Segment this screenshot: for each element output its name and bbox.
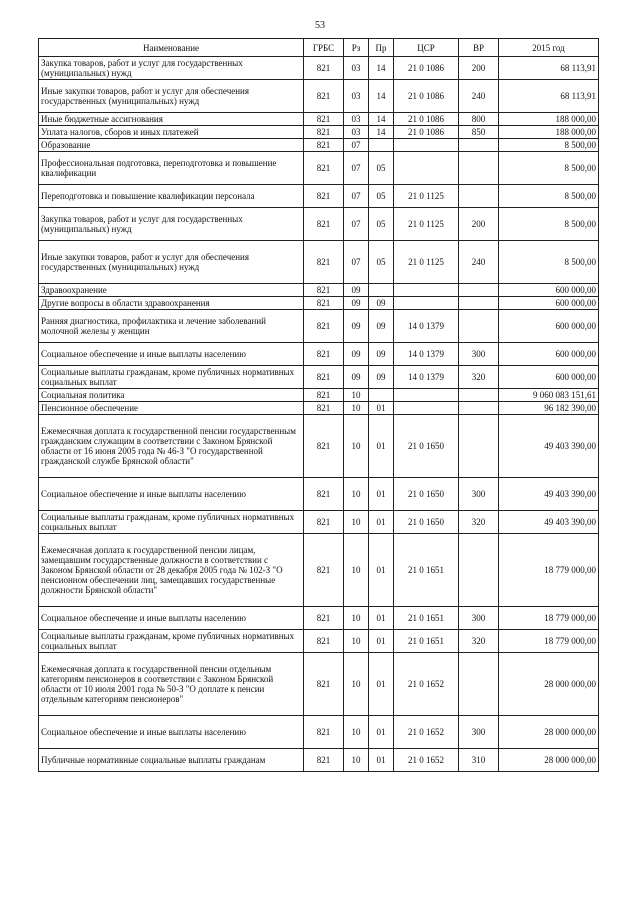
row-amount: 49 403 390,00 [499, 511, 599, 534]
row-csr [394, 152, 459, 185]
row-grbs: 821 [304, 415, 344, 478]
row-grbs: 821 [304, 310, 344, 343]
row-amount: 8 500,00 [499, 208, 599, 241]
header-name: Наименование [39, 39, 304, 57]
row-name: Уплата налогов, сборов и иных платежей [39, 126, 304, 139]
row-name: Ежемесячная доплата к государственной пенсии лицам, замещавшим государственные должности в соответствии с Законом Брянской области от 28 декабря 2005 года № 102-З "О пенсионном обеспечении лиц, замещавших государственные должности Брянской области" [39, 534, 304, 607]
table-row [39, 208, 599, 241]
row-grbs: 821 [304, 653, 344, 716]
row-pr [369, 284, 394, 297]
row-vr: 320 [459, 630, 499, 653]
table-row [39, 80, 599, 113]
row-amount: 49 403 390,00 [499, 478, 599, 511]
row-amount: 28 000 000,00 [499, 653, 599, 716]
row-vr: 320 [459, 511, 499, 534]
row-grbs: 821 [304, 185, 344, 208]
row-pr: 05 [369, 241, 394, 284]
row-name: Социальные выплаты гражданам, кроме публичных нормативных социальных выплат [39, 366, 304, 389]
row-pr: 05 [369, 152, 394, 185]
row-rz: 09 [344, 310, 369, 343]
row-vr: 320 [459, 366, 499, 389]
row-csr: 14 0 1379 [394, 343, 459, 366]
table-header-row [39, 39, 599, 57]
row-rz: 03 [344, 113, 369, 126]
row-csr [394, 297, 459, 310]
row-name: Социальное обеспечение и иные выплаты населению [39, 478, 304, 511]
row-pr: 14 [369, 57, 394, 80]
header-grbs: ГРБС [304, 39, 344, 57]
row-grbs: 821 [304, 607, 344, 630]
table-row [39, 607, 599, 630]
row-rz: 10 [344, 534, 369, 607]
row-amount: 600 000,00 [499, 297, 599, 310]
row-name: Пенсионное обеспечение [39, 402, 304, 415]
header-rz: Рз [344, 39, 369, 57]
row-name: Социальные выплаты гражданам, кроме публичных нормативных социальных выплат [39, 511, 304, 534]
row-pr: 14 [369, 113, 394, 126]
row-name: Публичные нормативные социальные выплаты гражданам [39, 749, 304, 772]
row-vr: 300 [459, 478, 499, 511]
row-rz: 07 [344, 139, 369, 152]
row-rz: 09 [344, 343, 369, 366]
row-pr: 01 [369, 402, 394, 415]
row-csr: 21 0 1125 [394, 185, 459, 208]
row-csr: 21 0 1086 [394, 80, 459, 113]
row-rz: 07 [344, 185, 369, 208]
row-pr: 01 [369, 511, 394, 534]
page-number: 53 [315, 20, 325, 31]
row-name: Социальное обеспечение и иные выплаты населению [39, 716, 304, 749]
header-pr: Пр [369, 39, 394, 57]
row-pr: 14 [369, 126, 394, 139]
row-rz: 10 [344, 607, 369, 630]
row-grbs: 821 [304, 208, 344, 241]
row-grbs: 821 [304, 366, 344, 389]
row-vr: 240 [459, 241, 499, 284]
row-amount: 8 500,00 [499, 185, 599, 208]
table-row [39, 139, 599, 152]
row-grbs: 821 [304, 749, 344, 772]
row-amount: 18 779 000,00 [499, 607, 599, 630]
row-csr: 21 0 1650 [394, 478, 459, 511]
row-amount: 188 000,00 [499, 126, 599, 139]
row-rz: 09 [344, 297, 369, 310]
row-grbs: 821 [304, 716, 344, 749]
row-grbs: 821 [304, 402, 344, 415]
row-csr: 21 0 1652 [394, 653, 459, 716]
row-grbs: 821 [304, 57, 344, 80]
row-csr: 21 0 1125 [394, 241, 459, 284]
row-csr: 14 0 1379 [394, 366, 459, 389]
table-row [39, 534, 599, 607]
row-grbs: 821 [304, 478, 344, 511]
row-name: Ежемесячная доплата к государственной пенсии государственным гражданским служащим в соответствии с Законом Брянской области от 16 июня 2005 года № 46-З "О государственной гражданской службе Брянской области" [39, 415, 304, 478]
table-row [39, 57, 599, 80]
row-name: Профессиональная подготовка, переподготовка и повышение квалификации [39, 152, 304, 185]
table-row [39, 749, 599, 772]
row-grbs: 821 [304, 126, 344, 139]
row-vr [459, 297, 499, 310]
row-csr [394, 139, 459, 152]
row-rz: 10 [344, 653, 369, 716]
row-csr: 21 0 1652 [394, 749, 459, 772]
row-vr [459, 402, 499, 415]
row-csr: 21 0 1651 [394, 630, 459, 653]
table-row [39, 297, 599, 310]
row-name: Иные закупки товаров, работ и услуг для обеспечения государственных (муниципальных) нужд [39, 80, 304, 113]
row-name: Закупка товаров, работ и услуг для государственных (муниципальных) нужд [39, 208, 304, 241]
row-csr: 14 0 1379 [394, 310, 459, 343]
row-pr: 09 [369, 343, 394, 366]
row-amount: 8 500,00 [499, 241, 599, 284]
row-pr: 01 [369, 607, 394, 630]
row-pr: 05 [369, 185, 394, 208]
row-grbs: 821 [304, 534, 344, 607]
row-vr: 800 [459, 113, 499, 126]
row-pr: 01 [369, 415, 394, 478]
row-amount: 68 113,91 [499, 80, 599, 113]
row-vr [459, 415, 499, 478]
row-csr: 21 0 1652 [394, 716, 459, 749]
row-grbs: 821 [304, 389, 344, 402]
row-pr: 09 [369, 310, 394, 343]
row-rz: 10 [344, 511, 369, 534]
row-amount: 49 403 390,00 [499, 415, 599, 478]
table-row [39, 152, 599, 185]
table-row [39, 389, 599, 402]
row-grbs: 821 [304, 297, 344, 310]
row-csr [394, 402, 459, 415]
row-name: Иные бюджетные ассигнования [39, 113, 304, 126]
row-csr: 21 0 1651 [394, 534, 459, 607]
row-name: Здравоохранение [39, 284, 304, 297]
row-pr: 01 [369, 534, 394, 607]
row-name: Иные закупки товаров, работ и услуг для обеспечения государственных (муниципальных) нужд [39, 241, 304, 284]
row-rz: 03 [344, 126, 369, 139]
row-amount: 28 000 000,00 [499, 749, 599, 772]
row-vr: 200 [459, 57, 499, 80]
header-vr: ВР [459, 39, 499, 57]
table-row [39, 284, 599, 297]
row-pr: 09 [369, 366, 394, 389]
table-row [39, 402, 599, 415]
row-pr: 01 [369, 478, 394, 511]
table-row [39, 126, 599, 139]
row-vr [459, 284, 499, 297]
row-amount: 600 000,00 [499, 366, 599, 389]
row-rz: 10 [344, 389, 369, 402]
row-name: Ежемесячная доплата к государственной пенсии отдельным категориям пенсионеров в соответствии с Законом Брянской области от 10 июля 2001 года № 50-З "О доплате к пенсии отдельным категориям пенсионеров" [39, 653, 304, 716]
row-name: Переподготовка и повышение квалификации персонала [39, 185, 304, 208]
row-amount: 8 500,00 [499, 139, 599, 152]
row-csr: 21 0 1125 [394, 208, 459, 241]
row-pr [369, 139, 394, 152]
row-pr: 01 [369, 716, 394, 749]
row-vr: 240 [459, 80, 499, 113]
row-name: Социальное обеспечение и иные выплаты населению [39, 607, 304, 630]
row-vr [459, 185, 499, 208]
table-row [39, 653, 599, 716]
row-name: Другие вопросы в области здравоохранения [39, 297, 304, 310]
row-rz: 10 [344, 716, 369, 749]
row-csr: 21 0 1086 [394, 113, 459, 126]
budget-table [38, 38, 599, 772]
table-row [39, 310, 599, 343]
row-csr: 21 0 1651 [394, 607, 459, 630]
row-csr: 21 0 1650 [394, 511, 459, 534]
row-pr: 05 [369, 208, 394, 241]
table-body [39, 57, 599, 772]
row-vr [459, 389, 499, 402]
row-vr: 300 [459, 343, 499, 366]
row-pr: 01 [369, 653, 394, 716]
row-amount: 600 000,00 [499, 284, 599, 297]
row-grbs: 821 [304, 630, 344, 653]
row-name: Социальное обеспечение и иные выплаты населению [39, 343, 304, 366]
table-row [39, 343, 599, 366]
table-row [39, 716, 599, 749]
row-vr: 310 [459, 749, 499, 772]
row-rz: 07 [344, 152, 369, 185]
table-row [39, 113, 599, 126]
row-csr: 21 0 1650 [394, 415, 459, 478]
header-amount: 2015 год [499, 39, 599, 57]
row-rz: 07 [344, 208, 369, 241]
row-grbs: 821 [304, 152, 344, 185]
row-vr [459, 534, 499, 607]
row-name: Образование [39, 139, 304, 152]
table-row [39, 511, 599, 534]
row-amount: 18 779 000,00 [499, 534, 599, 607]
row-pr: 14 [369, 80, 394, 113]
row-pr: 01 [369, 749, 394, 772]
row-rz: 09 [344, 366, 369, 389]
row-amount: 96 182 390,00 [499, 402, 599, 415]
row-name: Ранняя диагностика, профилактика и лечение заболеваний молочной железы у женщин [39, 310, 304, 343]
row-csr [394, 389, 459, 402]
row-rz: 07 [344, 241, 369, 284]
row-rz: 03 [344, 57, 369, 80]
row-vr: 850 [459, 126, 499, 139]
row-csr: 21 0 1086 [394, 126, 459, 139]
row-amount: 9 060 083 151,61 [499, 389, 599, 402]
row-vr: 300 [459, 716, 499, 749]
table-row [39, 478, 599, 511]
row-amount: 28 000 000,00 [499, 716, 599, 749]
row-amount: 18 779 000,00 [499, 630, 599, 653]
row-csr [394, 284, 459, 297]
table-row [39, 241, 599, 284]
row-grbs: 821 [304, 284, 344, 297]
row-grbs: 821 [304, 139, 344, 152]
table-row [39, 185, 599, 208]
row-amount: 8 500,00 [499, 152, 599, 185]
table-row [39, 415, 599, 478]
row-vr [459, 139, 499, 152]
row-pr: 01 [369, 630, 394, 653]
row-rz: 09 [344, 284, 369, 297]
row-amount: 188 000,00 [499, 113, 599, 126]
row-vr: 200 [459, 208, 499, 241]
row-rz: 10 [344, 630, 369, 653]
row-vr: 300 [459, 607, 499, 630]
row-rz: 10 [344, 478, 369, 511]
row-grbs: 821 [304, 343, 344, 366]
row-pr: 09 [369, 297, 394, 310]
table-row [39, 366, 599, 389]
row-pr [369, 389, 394, 402]
row-name: Социальная политика [39, 389, 304, 402]
row-amount: 600 000,00 [499, 310, 599, 343]
row-rz: 03 [344, 80, 369, 113]
header-csr: ЦСР [394, 39, 459, 57]
row-rz: 10 [344, 415, 369, 478]
row-name: Закупка товаров, работ и услуг для государственных (муниципальных) нужд [39, 57, 304, 80]
row-vr [459, 152, 499, 185]
row-grbs: 821 [304, 80, 344, 113]
row-rz: 10 [344, 749, 369, 772]
row-vr [459, 310, 499, 343]
row-amount: 68 113,91 [499, 57, 599, 80]
row-vr [459, 653, 499, 716]
row-rz: 10 [344, 402, 369, 415]
row-grbs: 821 [304, 511, 344, 534]
table-row [39, 630, 599, 653]
row-grbs: 821 [304, 241, 344, 284]
row-name: Социальные выплаты гражданам, кроме публичных нормативных социальных выплат [39, 630, 304, 653]
row-csr: 21 0 1086 [394, 57, 459, 80]
row-grbs: 821 [304, 113, 344, 126]
row-amount: 600 000,00 [499, 343, 599, 366]
